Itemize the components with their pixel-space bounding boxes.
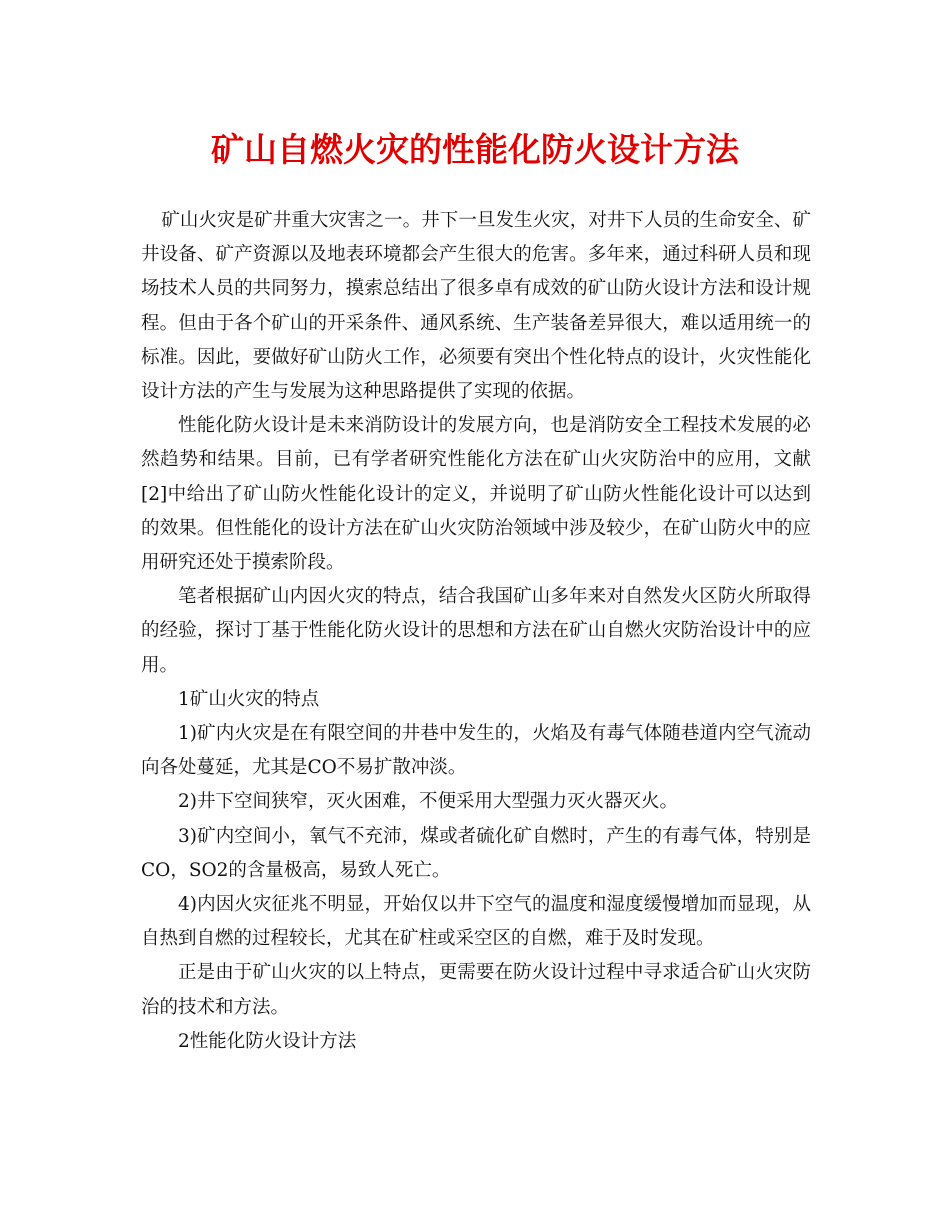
document-body bbox=[141, 204, 811, 1059]
document-title: 矿山自燃火灾的性能化防火设计方法 bbox=[211, 130, 739, 169]
list-item-4: 4)内因火灾征兆不明显，开始仅以井下空气的温度和湿度缓慢增加而显现，从自热到自燃的过程较长，尤其在矿柱或采空区的自燃，难于及时发现。 bbox=[141, 894, 811, 950]
paragraph-author-approach: 笔者根据矿山内因火灾的特点，结合我国矿山多年来对自然发火区防火所取得的经验，探讨丁基于性能化防火设计的思想和方法在矿山自燃火灾防治设计中的应用。 bbox=[141, 586, 811, 676]
list-item-2: 2)井下空间狭窄，灭火困难，不便采用大型强力灭火器灭火。 bbox=[178, 791, 678, 813]
section-heading-1: 1矿山火灾的特点 bbox=[178, 688, 320, 710]
list-item-3: 3)矿内空间小，氧气不充沛，煤或者硫化矿自燃时，产生的有毒气体，特别是CO，SO2的含量极高，易致人死亡。 bbox=[141, 825, 811, 881]
section-heading-2: 2性能化防火设计方法 bbox=[178, 1030, 357, 1052]
paragraph-intro: 矿山火灾是矿井重大灾害之一。井下一旦发生火灾，对井下人员的生命安全、矿井设备、矿产资源以及地表环境都会产生很大的危害。多年来，通过科研人员和现场技术人员的共同努力，摸索总结出了很多卓有成效的矿山防火设计方法和设计规程。但由于各个矿山的开采条件、通风系统、生产装备差异很大，难以适用统一的标准。因此，要做好矿山防火工作，必须要有突出个性化特点的设计，火灾性能化设计方法的产生与发展为这种思路提供了实现的依据。 bbox=[141, 210, 811, 403]
list-item-1: 1)矿内火灾是在有限空间的井巷中发生的，火焰及有毒气体随巷道内空气流动向各处蔓延，尤其是CO不易扩散冲淡。 bbox=[141, 723, 811, 779]
paragraph-conclusion: 正是由于矿山火灾的以上特点，更需要在防火设计过程中寻求适合矿山火灾防治的技术和方法。 bbox=[141, 962, 811, 1018]
paragraph-performance-design: 性能化防火设计是未来消防设计的发展方向，也是消防安全工程技术发展的必然趋势和结果。目前，已有学者研究性能化方法在矿山火灾防治中的应用，文献[2]中给出了矿山防火性能化设计的定义，并说明了矿山防火性能化设计可以达到的效果。但性能化的设计方法在矿山火灾防治领域中涉及较少，在矿山防火中的应用研究还处于摸索阶段。 bbox=[141, 415, 811, 574]
